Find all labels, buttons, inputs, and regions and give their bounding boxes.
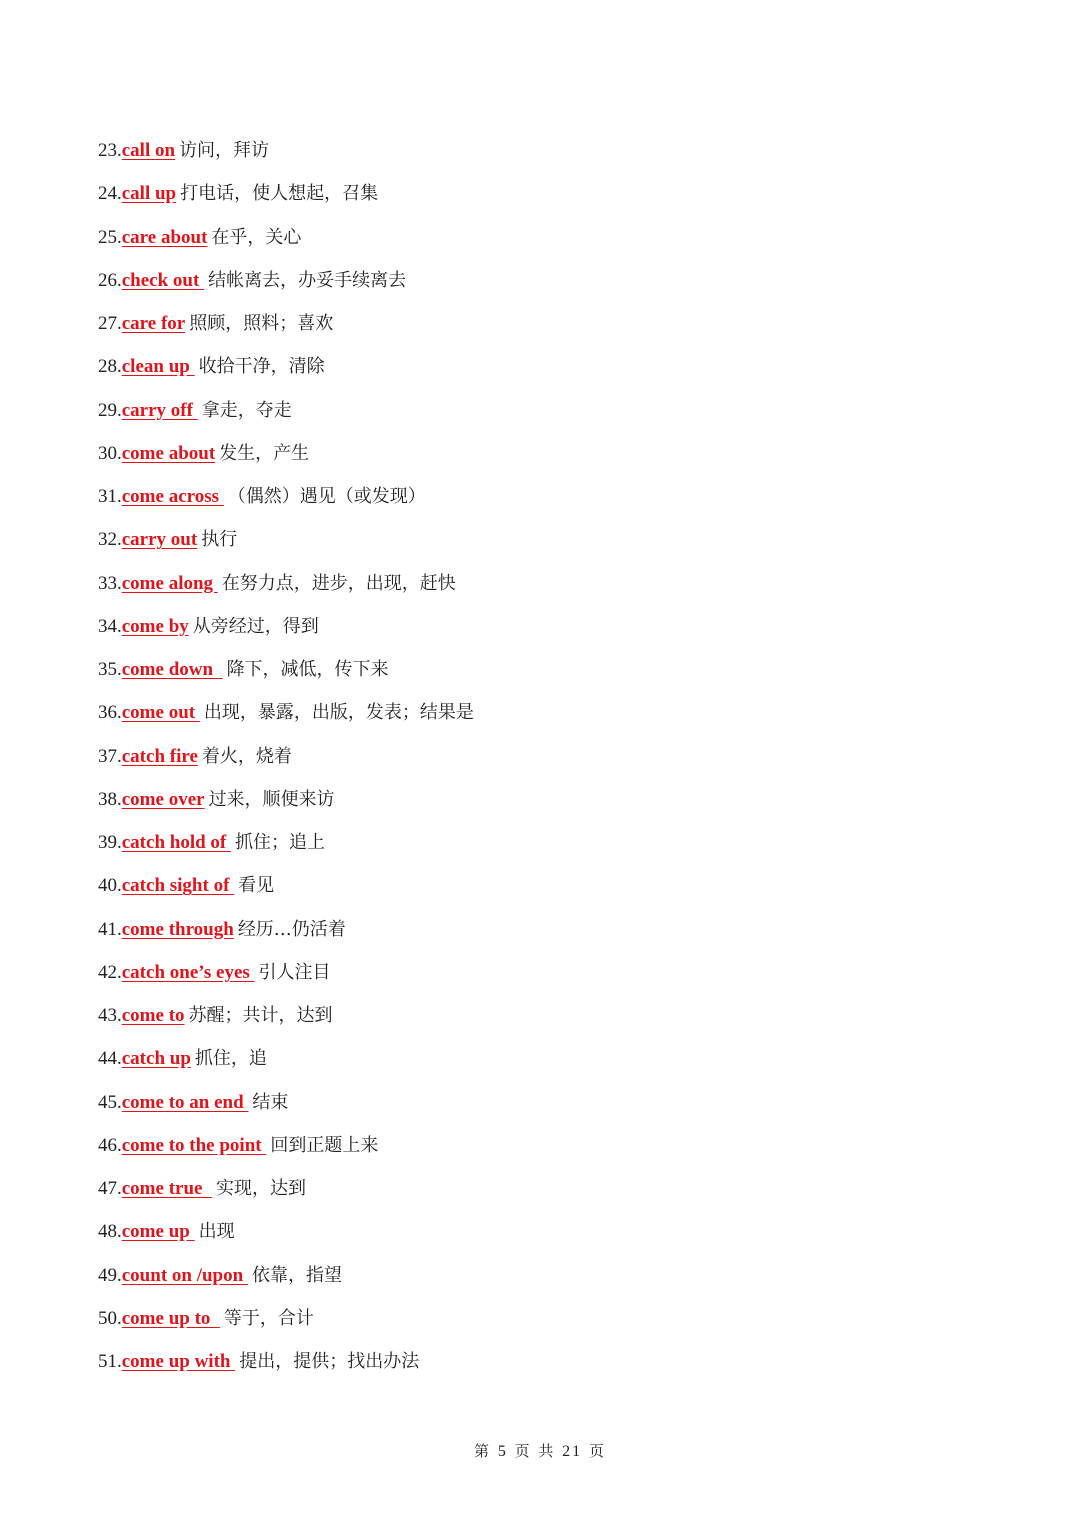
entry-phrase: clean up — [121, 356, 195, 378]
entry-meaning: 照顾，照料；喜欢 — [189, 313, 334, 334]
footer-middle: 页 共 — [514, 1442, 556, 1460]
entry-meaning: 过来，顺便来访 — [208, 788, 335, 810]
list-item — [98, 307, 474, 350]
entry-meaning: 苏醒；共计，达到 — [188, 1005, 333, 1026]
entry-meaning: 抓住，追 — [194, 1048, 267, 1070]
entry-number: 50. — [98, 1307, 122, 1329]
entry-meaning: 从旁经过，得到 — [192, 615, 319, 637]
entry-meaning: 拿走，夺走 — [201, 399, 292, 421]
entry-meaning: 经历…仍活着 — [237, 918, 346, 940]
entry-phrase: call on — [121, 140, 176, 161]
list-item — [98, 480, 474, 523]
list-item — [98, 1086, 474, 1129]
entry-number: 37. — [98, 745, 122, 767]
entry-phrase: come up — [121, 1221, 195, 1243]
entry-phrase: come up to — [121, 1307, 220, 1329]
entry-number: 36. — [98, 702, 122, 724]
list-item — [98, 913, 474, 956]
entry-meaning: 在乎，关心 — [211, 226, 302, 248]
list-item — [98, 956, 474, 999]
entry-number: 45. — [98, 1091, 122, 1113]
list-item — [98, 1129, 474, 1172]
list-item — [98, 1215, 474, 1258]
entry-number: 30. — [98, 442, 122, 464]
list-item — [98, 1259, 474, 1302]
entry-phrase: catch sight of — [121, 875, 235, 897]
entry-meaning: 访问，拜访 — [179, 140, 270, 161]
entry-phrase: come out — [121, 702, 200, 724]
entry-phrase: care about — [121, 226, 208, 248]
entry-phrase: come about — [121, 442, 216, 464]
entry-phrase: come to an end — [121, 1091, 249, 1113]
phrase-list — [98, 134, 474, 1388]
entry-number: 27. — [98, 313, 122, 334]
entry-number: 26. — [98, 269, 122, 291]
entry-number: 49. — [98, 1264, 122, 1286]
list-item — [98, 134, 474, 177]
list-item — [98, 437, 474, 480]
list-item — [98, 826, 474, 869]
entry-meaning: 回到正题上来 — [270, 1134, 379, 1156]
list-item — [98, 394, 474, 437]
entry-number: 44. — [98, 1048, 122, 1070]
entry-phrase: come up with — [121, 1351, 236, 1372]
entry-meaning: 引人注目 — [258, 961, 331, 983]
entry-meaning: 在努力点，进步，出现，赶快 — [221, 572, 456, 594]
entry-meaning: 提出，提供；找出办法 — [239, 1351, 420, 1372]
entry-meaning: 执行 — [201, 529, 238, 551]
list-item — [98, 696, 474, 739]
entry-meaning: 结束 — [252, 1091, 289, 1113]
footer-suffix: 页 — [588, 1442, 606, 1460]
entry-meaning: 出现，暴露，出版，发表；结果是 — [203, 702, 474, 724]
entry-number: 31. — [98, 486, 122, 507]
entry-phrase: come through — [121, 918, 234, 940]
entry-phrase: catch up — [121, 1048, 191, 1070]
entry-number: 40. — [98, 875, 122, 897]
list-item — [98, 177, 474, 220]
entry-number: 28. — [98, 356, 122, 378]
entry-meaning: 降下，减低，传下来 — [226, 659, 389, 680]
entry-meaning: 打电话，使人想起，召集 — [180, 183, 379, 205]
entry-phrase: come across — [121, 486, 224, 507]
entry-meaning: 实现，达到 — [215, 1178, 306, 1199]
entry-meaning: 着火，烧着 — [201, 745, 292, 767]
list-item — [98, 783, 474, 826]
entry-number: 47. — [98, 1178, 122, 1199]
entry-number: 43. — [98, 1005, 122, 1026]
list-item — [98, 1172, 474, 1215]
entry-phrase: carry off — [121, 399, 198, 421]
entry-number: 41. — [98, 918, 122, 940]
entry-meaning: 发生，产生 — [219, 442, 310, 464]
list-item — [98, 523, 474, 566]
list-item — [98, 221, 474, 264]
entry-phrase: catch hold of — [121, 832, 231, 853]
entry-number: 39. — [98, 832, 122, 853]
entry-meaning: 等于，合计 — [223, 1307, 314, 1329]
entry-phrase: count on /upon — [121, 1264, 248, 1286]
entry-number: 24. — [98, 183, 122, 205]
entry-phrase: check out — [121, 269, 205, 291]
entry-meaning: 出现 — [198, 1221, 235, 1243]
entry-number: 29. — [98, 399, 122, 421]
list-item — [98, 1042, 474, 1085]
entry-phrase: come by — [121, 615, 189, 637]
entry-number: 46. — [98, 1134, 122, 1156]
entry-number: 48. — [98, 1221, 122, 1243]
entry-number: 35. — [98, 659, 122, 680]
entry-phrase: call up — [121, 183, 177, 205]
page-footer — [0, 1440, 1080, 1461]
list-item — [98, 1345, 474, 1388]
entry-meaning: 结帐离去，办妥手续离去 — [208, 269, 407, 291]
list-item — [98, 653, 474, 696]
entry-number: 34. — [98, 615, 122, 637]
list-item — [98, 567, 474, 610]
entry-phrase: come along — [121, 572, 218, 594]
entry-phrase: come to the point — [121, 1134, 267, 1156]
list-item — [98, 869, 474, 912]
list-item — [98, 1302, 474, 1345]
footer-prefix: 第 — [474, 1442, 492, 1460]
footer-current-page: 5 — [497, 1443, 508, 1460]
entry-number: 25. — [98, 226, 122, 248]
entry-number: 38. — [98, 788, 122, 810]
list-item — [98, 350, 474, 393]
list-item — [98, 264, 474, 307]
list-item — [98, 740, 474, 783]
list-item — [98, 999, 474, 1042]
entry-meaning: （偶然）遇见（或发现） — [227, 486, 426, 507]
entry-number: 42. — [98, 961, 122, 983]
entry-phrase: come to — [121, 1005, 185, 1026]
entry-phrase: catch one’s eyes — [121, 961, 255, 983]
entry-phrase: come over — [121, 788, 205, 810]
entry-phrase: come true — [121, 1178, 212, 1199]
entry-phrase: catch fire — [121, 745, 198, 767]
entry-phrase: carry out — [121, 529, 198, 551]
list-item — [98, 610, 474, 653]
entry-phrase: care for — [121, 313, 186, 334]
entry-meaning: 看见 — [238, 875, 275, 897]
entry-number: 51. — [98, 1351, 122, 1372]
entry-meaning: 依靠，指望 — [251, 1264, 342, 1286]
entry-phrase: come down — [121, 659, 223, 680]
entry-meaning: 抓住；追上 — [235, 832, 325, 853]
footer-total-pages: 21 — [562, 1443, 583, 1460]
entry-meaning: 收拾干净，清除 — [198, 356, 325, 378]
entry-number: 32. — [98, 529, 122, 551]
entry-number: 23. — [98, 140, 122, 161]
entry-number: 33. — [98, 572, 122, 594]
